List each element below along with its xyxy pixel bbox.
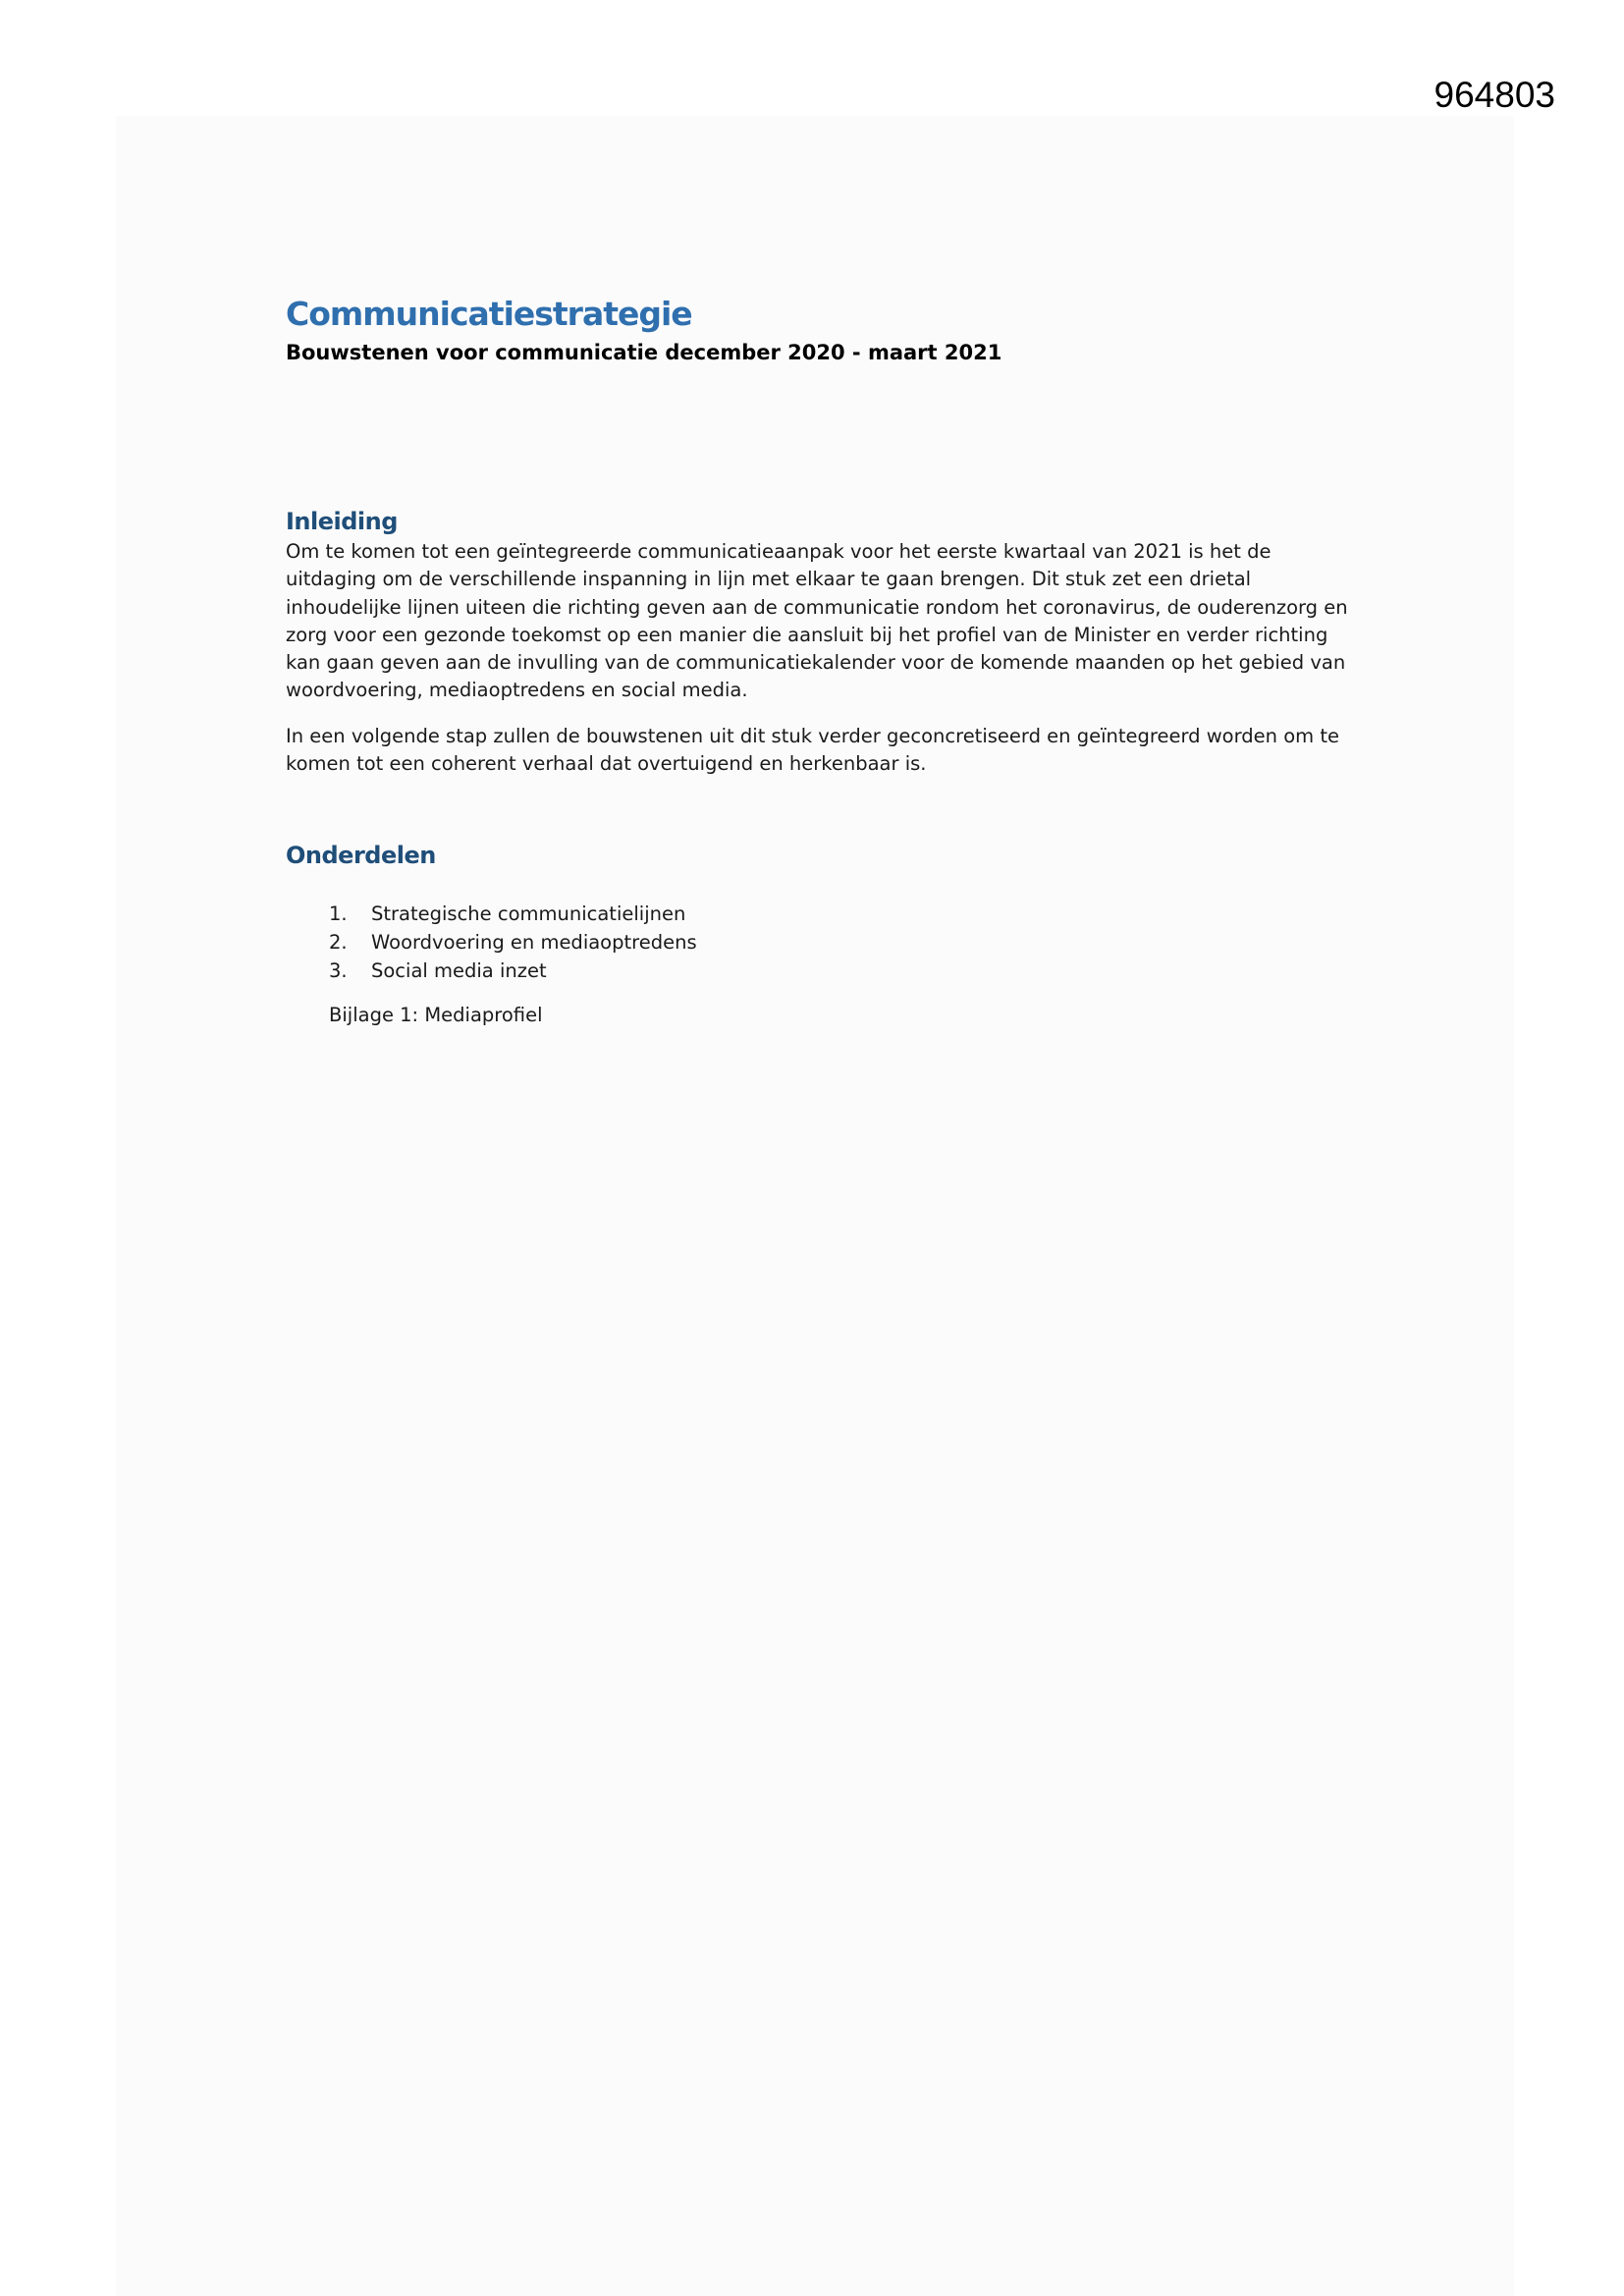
intro-section <box>286 538 1366 778</box>
list-item-number: 2. <box>329 931 348 955</box>
parts-heading: Onderdelen <box>286 842 436 870</box>
list-item-label: Strategische communicatielijnen <box>371 902 686 926</box>
document-subtitle: Bouwstenen voor communicatie december 2020 - maart 2021 <box>286 341 1002 364</box>
list-item-label: Social media inzet <box>371 959 547 983</box>
list-item-number: 1. <box>329 902 348 926</box>
document-content <box>286 291 1366 1029</box>
list-item-label: Woordvoering en mediaoptredens <box>371 931 697 955</box>
document-number: 964803 <box>1434 75 1555 115</box>
list-item-number: 3. <box>329 959 348 983</box>
document-title: Communicatiestrategie <box>286 295 692 333</box>
intro-heading: Inleiding <box>286 508 398 535</box>
parts-list <box>286 900 1366 985</box>
intro-paragraph: Om te komen tot een geïntegreerde communicatieaanpak voor het eerste kwartaal van 2021 is het de uitdaging om de verschillende inspanning in lijn met elkaar te gaan brengen. Dit stuk zet een drietal inhoudelijke lijnen uiteen die richting geven aan de communicatie rondom het coronavirus, de ouderenzorg en zorg voor een gezonde toekomst op een manier die aansluit bij het profiel van de Minister en verder richting kan gaan geven aan de invulling van de communicatiekalender voor de komende maanden op het gebied van woordvoering, mediaoptredens en social media. <box>286 540 1348 702</box>
list-item <box>329 928 1366 957</box>
list-item <box>329 957 1366 985</box>
list-item <box>329 900 1366 928</box>
appendix-item: Bijlage 1: Mediaprofiel <box>329 1004 543 1027</box>
intro-paragraph: In een volgende stap zullen de bouwstenen uit dit stuk verder geconcretiseerd en geïntegreerd worden om te komen tot een coherent verhaal dat overtuigend en herkenbaar is. <box>286 724 1339 776</box>
